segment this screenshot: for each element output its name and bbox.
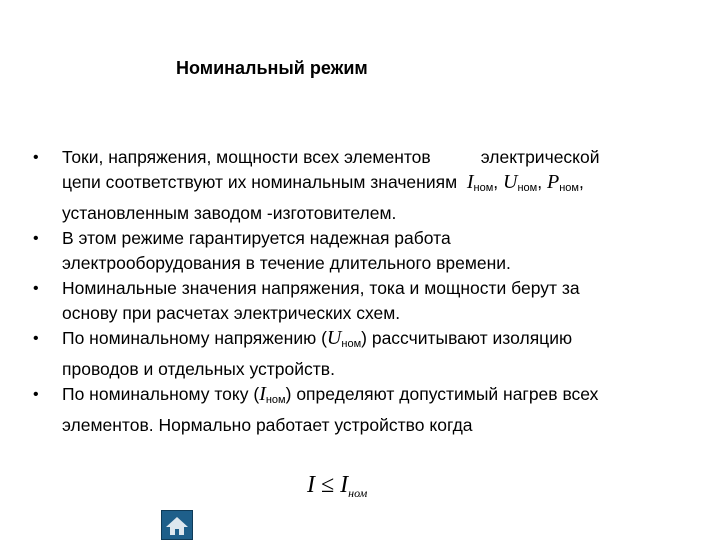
bullet-text: По номинальному току ( (62, 384, 260, 404)
bullet-line: основу при расчетах электрических схем. (62, 303, 401, 323)
bullet-text: ) рассчитывают изоляцию (361, 328, 573, 348)
bullet-text: ) определяют допустимый нагрев всех (285, 384, 599, 404)
bullet-list (30, 145, 700, 438)
subscript: ном (265, 394, 286, 406)
subscript: ном (559, 182, 579, 194)
subscript: ном (473, 182, 494, 194)
bullet-line: цепи соответствуют их номинальным значениям $I_{ном}$, $U_{ном}$, $P_{ном}$, (62, 171, 584, 194)
bullet-line: установленным заводом -изготовителем. (62, 203, 397, 223)
list-item (30, 326, 700, 382)
subscript: ном (341, 338, 362, 350)
bullet-text: Токи, напряжения, мощности всех элементов (62, 147, 431, 167)
symbol-p: P (546, 171, 560, 193)
formula (307, 472, 367, 501)
bullet-line (62, 382, 700, 413)
symbol-i: I (259, 383, 266, 405)
symbol-u: U (326, 327, 342, 349)
bullet-text: По номинальному напряжению ( (62, 328, 327, 348)
formula-operator: ≤ (321, 472, 335, 498)
list-item (30, 382, 700, 438)
symbol-u: U (503, 171, 518, 193)
formula-rhs: I (340, 472, 349, 498)
slide-title: Номинальный режим (176, 58, 368, 78)
home-icon (162, 511, 192, 539)
list-item (30, 226, 700, 276)
home-button[interactable] (161, 510, 193, 540)
formula-lhs: I (307, 472, 315, 498)
bullet-line: • Номинальные значения напряжения, тока и мощности берут за (62, 278, 580, 298)
list-item (30, 276, 700, 326)
bullet-text: цепи соответствуют их номинальным значениям (62, 172, 458, 192)
subscript: ном (517, 182, 538, 194)
bullet-text: электрической (480, 147, 600, 167)
bullet-line: проводов и отдельных устройств. (62, 359, 335, 379)
formula-subscript: ном (348, 486, 368, 500)
bullet-line: • В этом режиме гарантируется надежная работа (62, 228, 451, 248)
list-item (30, 145, 700, 226)
bullet-line (62, 145, 700, 170)
bullet-line: элементов. Нормально работает устройство когда (62, 415, 473, 435)
bullet-line (62, 326, 700, 357)
bullet-line: электрооборудования в течение длительного времени. (62, 253, 511, 273)
symbol-i: I (466, 171, 474, 193)
